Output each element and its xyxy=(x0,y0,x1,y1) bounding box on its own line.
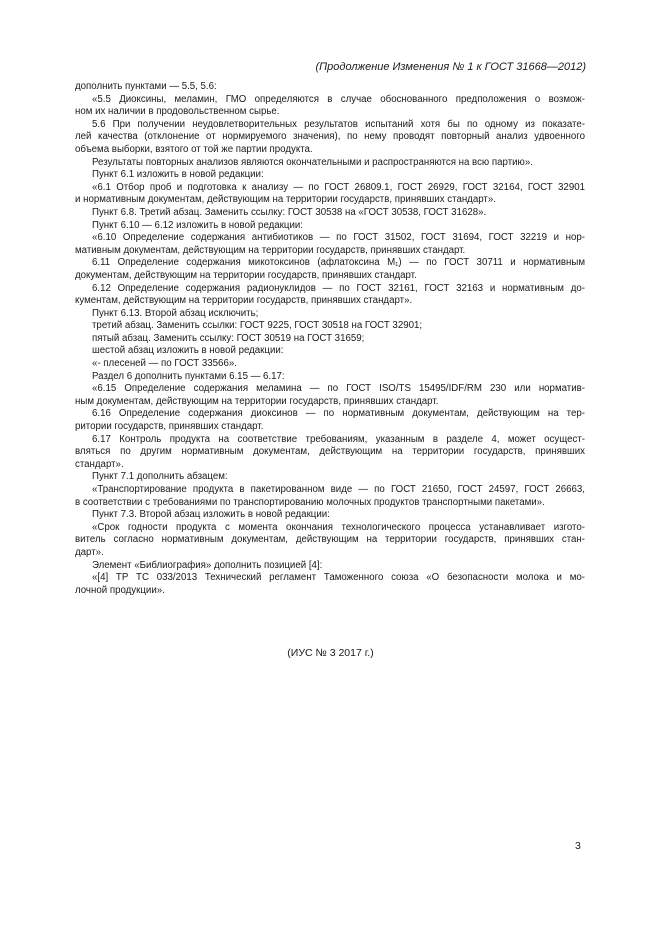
text-line: и нормативным документам, действующим на территории государств, принявших стандарт». xyxy=(75,194,496,206)
paragraph xyxy=(75,383,585,408)
text-line: «- плесеней — по ГОСТ 33566». xyxy=(92,358,237,370)
text-line: дарт». xyxy=(75,546,104,558)
paragraph xyxy=(75,371,585,384)
paragraph xyxy=(75,81,585,94)
text-line: «Транспортирование продукта в пакетированном виде — по ГОСТ 21650, ГОСТ 24597, ГОСТ 26663, xyxy=(92,484,585,495)
text-line: ритории государств, принявших стандарт. xyxy=(75,421,264,433)
ius-reference: (ИУС № 3 2017 г.) xyxy=(287,647,374,659)
paragraph xyxy=(75,119,585,157)
text-line: «5.5 Диоксины, меламин, ГМО определяются в случае обоснованного предположения о возмож- xyxy=(92,93,585,105)
paragraph xyxy=(75,345,585,358)
paragraph xyxy=(75,434,585,472)
text-line: 6.17 Контроль продукта на соответствие требованиям, указанным в разделе 4, может осущест- xyxy=(92,433,585,445)
paragraph xyxy=(75,509,585,522)
text-line: 6.11 Определение содержания микотоксинов (афлатоксина M₁) — по ГОСТ 30711 и нормативным xyxy=(92,257,585,269)
text-line: кументам, действующим на территории государств, принявших стандарт». xyxy=(75,295,413,307)
text-line: ном их наличии в продовольственном сырье. xyxy=(75,106,280,118)
paragraph xyxy=(75,232,585,257)
paragraph xyxy=(75,283,585,308)
paragraph xyxy=(75,484,585,509)
text-line: третий абзац. Заменить ссылки: ГОСТ 9225, ГОСТ 30518 на ГОСТ 32901; xyxy=(92,320,423,332)
text-line: лей качества (отклонение от нормируемого значения), по нему проводят повторный анализ удвоенного xyxy=(75,131,585,143)
paragraph xyxy=(75,320,585,333)
paragraph xyxy=(75,308,585,321)
page-number: 3 xyxy=(575,840,581,852)
paragraph xyxy=(75,157,585,170)
paragraph xyxy=(75,333,585,346)
paragraph xyxy=(75,560,585,573)
text-line: «[4] ТР ТС 033/2013 Технический регламент Таможенного союза «О безопасности молока и мо- xyxy=(92,572,585,584)
paragraph xyxy=(75,572,585,597)
text-line: «6.15 Определение содержания меламина — по ГОСТ ISO/TS 15495/IDF/RM 230 или норматив- xyxy=(92,383,585,395)
text-line: пятый абзац. Заменить ссылку: ГОСТ 30519 на ГОСТ 31659; xyxy=(92,332,365,344)
text-line: «6.10 Определение содержания антибиотиков — по ГОСТ 31502, ГОСТ 31694, ГОСТ 32219 и нор- xyxy=(92,232,585,244)
text-line: шестой абзац изложить в новой редакции: xyxy=(92,345,284,357)
text-line: лочной продукции». xyxy=(75,584,165,596)
text-line: дополнить пунктами — 5.5, 5.6: xyxy=(75,81,217,92)
paragraph xyxy=(75,471,585,484)
paragraph xyxy=(75,182,585,207)
text-line: Пункт 7.3. Второй абзац изложить в новой редакции: xyxy=(92,509,330,521)
text-line: Элемент «Библиография» дополнить позицией [4]: xyxy=(92,559,323,571)
text-line: витель согласно нормативным документам, действующим на территории государств, принявших стан- xyxy=(75,534,585,546)
text-line: вляться по другим нормативным документам, действующим на территории государств, принявших xyxy=(75,446,585,458)
text-line: Пункт 6.13. Второй абзац исключить; xyxy=(92,307,259,319)
paragraph xyxy=(75,207,585,220)
text-line: «6.1 Отбор проб и подготовка к анализу — по ГОСТ 26809.1, ГОСТ 26929, ГОСТ 32164, ГОСТ 32901 xyxy=(92,181,585,193)
paragraph xyxy=(75,220,585,233)
text-line: Пункт 7.1 дополнить абзацем: xyxy=(92,471,228,483)
text-line: мативным документам, действующим на территории государств, принявших стандарт. xyxy=(75,244,466,256)
paragraph xyxy=(75,408,585,433)
paragraph xyxy=(75,257,585,282)
text-line: документам, действующим на территории государств, принявших стандарт. xyxy=(75,269,417,281)
continuation-header: (Продолжение Изменения № 1 к ГОСТ 31668—2012) xyxy=(315,61,586,73)
text-line: Пункт 6.10 — 6.12 изложить в новой редакции: xyxy=(92,219,303,231)
text-line: Результаты повторных анализов являются окончательными и распространяются на всю партию». xyxy=(92,156,533,168)
paragraph xyxy=(75,522,585,560)
text-line: 6.16 Определение содержания диоксинов — по нормативным документам, действующим на тер- xyxy=(92,408,585,420)
text-line: Раздел 6 дополнить пунктами 6.15 — 6.17: xyxy=(92,370,285,382)
text-line: «Срок годности продукта с момента окончания технологического процесса устанавливает изгото- xyxy=(92,521,585,533)
paragraph xyxy=(75,94,585,119)
text-line: в соответствии с требованиями по транспортированию молочных продуктов транспортными пакетами». xyxy=(75,496,545,508)
text-line: Пункт 6.1 изложить в новой редакции: xyxy=(92,169,264,181)
text-line: стандарт». xyxy=(75,458,124,470)
text-line: 6.12 Определение содержания радионуклидов — по ГОСТ 32161, ГОСТ 32163 и нормативным до- xyxy=(92,282,585,294)
document-body xyxy=(75,81,585,597)
text-line: объема выборки, взятого от той же партии продукта. xyxy=(75,143,313,155)
text-line: Пункт 6.8. Третий абзац. Заменить ссылку: ГОСТ 30538 на «ГОСТ 30538, ГОСТ 31628». xyxy=(92,206,487,218)
text-line: ным документам, действующим на территории государств, принявших стандарт. xyxy=(75,395,439,407)
paragraph xyxy=(75,169,585,182)
text-line: 5.6 При получении неудовлетворительных результатов испытаний хотя бы по одному из показате- xyxy=(92,118,585,130)
paragraph xyxy=(75,358,585,371)
